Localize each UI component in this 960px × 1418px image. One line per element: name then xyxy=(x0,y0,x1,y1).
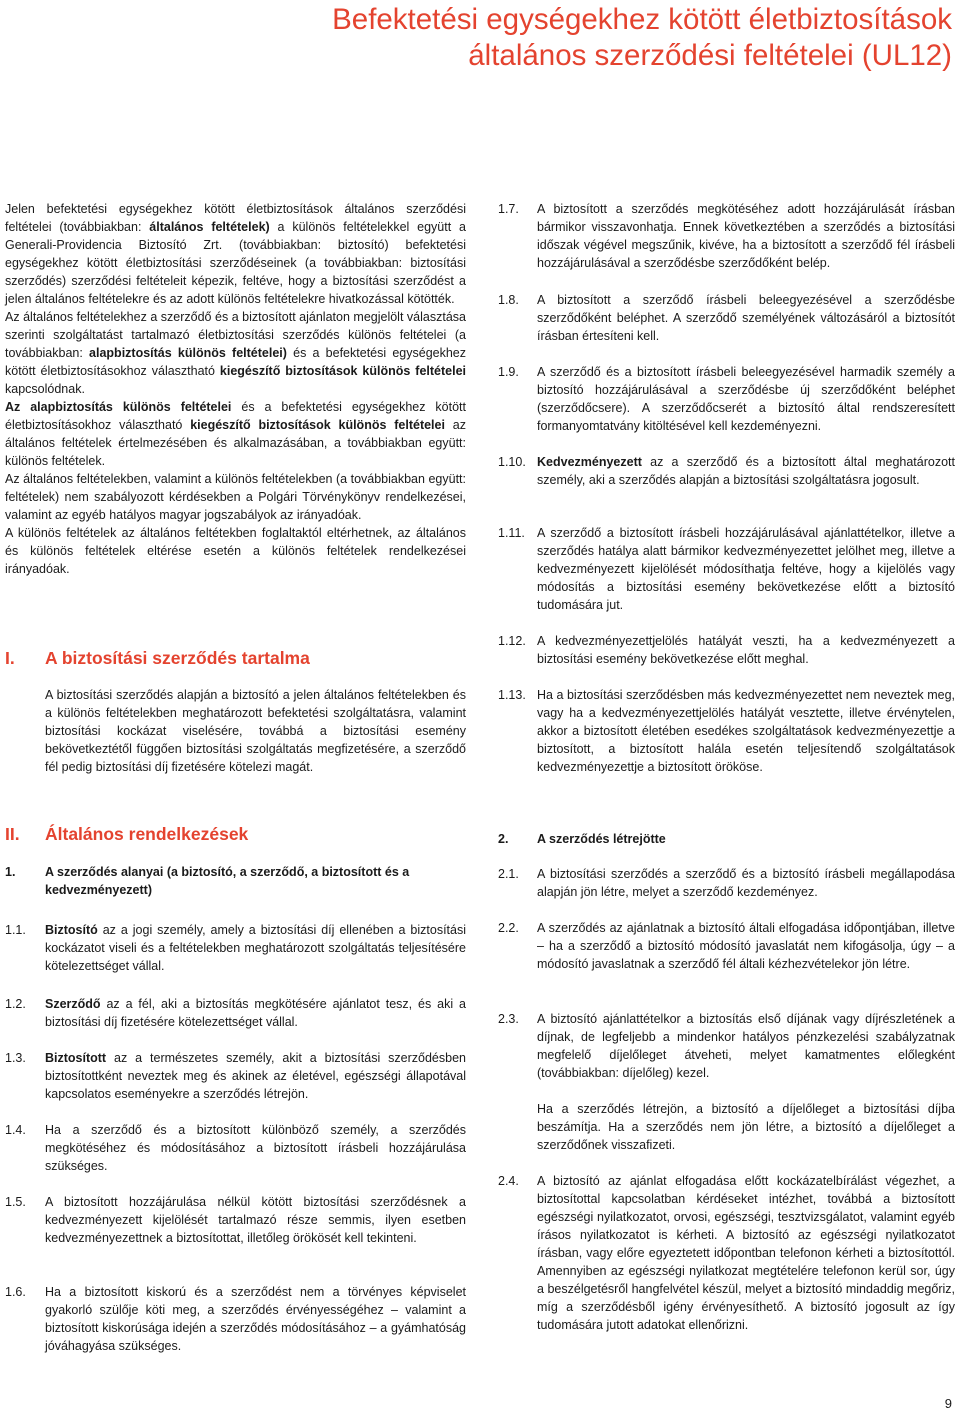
title-line-1: Befektetési egységekhez kötött életbiztosítások xyxy=(332,3,952,36)
bold-term: kiegészítő biztosítások különös feltételei xyxy=(190,418,445,432)
bold-term: alapbiztosítás különös feltételei) xyxy=(89,346,287,360)
text-run: az általános feltételek értelmezésében és alkalmazásában, a továbbiakban együtt: különös feltételek. xyxy=(5,418,466,468)
text-run: Az általános feltételekhez a szerződő és a biztosított ajánlaton megjelölt választása szerinti szolgáltatást tartalmazó életbiztosítási szerződés különös feltételei (a továbbiakban: xyxy=(5,310,466,360)
clause-number: 1.4. xyxy=(5,1123,26,1137)
intro-paragraph xyxy=(5,200,466,308)
clause-text xyxy=(45,1049,466,1103)
clause-text xyxy=(537,1172,955,1334)
text-run: A különös feltételek az általános feltétekben foglaltaktól eltérhetnek, az általános és különös feltételek eltérése esetén a különös feltételek rendelkezései irányadóak. xyxy=(5,526,466,576)
text-run: A biztosított a szerződés megkötéséhez adott hozzájárulását írásban bármikor visszavonhatja. Ennek következtében a szerződés a biztosítási időszak végével megszűnik, kivéve, ha a biztosított a szerződő fél írásbeli hozzájárulásával a szerződésbe szerződőként belép. xyxy=(537,202,955,270)
subsection-number: 2. xyxy=(498,832,509,846)
text-run: a különös feltételekkel együtt a Generali-Providencia Biztosító Zrt. (továbbiakban: biztosító) befektetési egységekhez kötött életbiztosítási szerződéseinek (a továbbiakban: biztosítási szerződés) szerződési feltételeit képezik, feltéve, hogy a biztosítási szerződést a jelen általános feltételekre és az adott különös feltételekre hivatkozással kötötték. xyxy=(5,220,467,306)
clause-number: 1.11. xyxy=(498,526,525,540)
page-number: 9 xyxy=(944,1396,952,1411)
section-title: Általános rendelkezések xyxy=(45,824,249,844)
section-2-heading xyxy=(5,823,466,845)
clause-text xyxy=(45,921,466,975)
section-1-heading xyxy=(5,647,466,669)
subsection-title: A szerződés alanyai (a biztosító, a szerződő, a biztosított és a kedvezményezett) xyxy=(45,865,410,897)
subsection-1-heading xyxy=(5,863,466,899)
clause-text xyxy=(537,524,955,614)
text-run: Ha a biztosított kiskorú és a szerződést nem a törvényes képviselet gyakorló szülője köti meg, a szerződés érvényességéhez – valamint a biztosított kiskorúsága idején a szerződés módosításához – a gyámhatóság jóváhagyása szükséges. xyxy=(45,1285,466,1353)
clause-number: 1.5. xyxy=(5,1195,26,1209)
clause-number: 1.10. xyxy=(498,455,526,469)
clause-text xyxy=(45,1283,466,1355)
bold-term: kiegészítő biztosítások különös feltételei xyxy=(219,364,466,378)
text-run: az a fél, aki a biztosítás megkötésére ajánlatot tesz, és aki a biztosítási díj fizetésére kötelezettséget vállal. xyxy=(45,997,466,1029)
bold-term: Biztosító xyxy=(45,923,98,937)
clause-number: 1.3. xyxy=(5,1051,26,1065)
text-run: A biztosítási szerződés a szerződő és a biztosító írásbeli megállapodása alapján jön létre, melyet a szerződő kezdeményez. xyxy=(537,867,955,899)
clause-number: 2.4. xyxy=(498,1174,519,1188)
section-title: A biztosítási szerződés tartalma xyxy=(45,648,310,668)
intro-paragraph xyxy=(5,470,466,524)
clause-number: 1.1. xyxy=(5,923,26,937)
clause-text xyxy=(537,291,955,345)
intro-paragraph xyxy=(5,398,466,470)
text-run: és a befektetési egységekhez kötött életbiztosításokhoz választható xyxy=(5,346,467,378)
text-run: Jelen befektetési egységekhez kötött életbiztosítások általános szerződési feltételei (továbbiakban: xyxy=(5,202,466,234)
text-run: A szerződő és a biztosított írásbeli beleegyezésével harmadik személy a biztosító hozzájárulásával a szerződésbe új szerződőként beléphet (szerződőcsere). A szerződőcserét a biztosító által rendszeresített formanyomtatvány kitöltésével kell kezdeményezni. xyxy=(537,365,955,433)
clause-text xyxy=(537,919,955,973)
bold-term: Kedvezményezett xyxy=(537,455,642,469)
clause-number: 1.8. xyxy=(498,293,519,307)
clause-number: 1.12. xyxy=(498,634,526,648)
text-run: az a szerződő és a biztosított által meghatározott személy, aki a szerződés alapján a biztosítási szolgáltatásra jogosult. xyxy=(537,455,955,487)
bold-term: Szerződő xyxy=(45,997,101,1011)
clause-number: 2.3. xyxy=(498,1012,519,1026)
text-run: Ha a szerződés létrejön, a biztosító a díjelőleget a biztosítási díjba beszámítja. Ha a szerződés nem jön létre, a biztosító a díjelőleget a szerződőnek visszafizeti. xyxy=(537,1102,955,1152)
title-line-2: általános szerződési feltételei (UL12) xyxy=(468,39,952,72)
clause-text xyxy=(537,865,955,901)
clause-number: 2.1. xyxy=(498,867,519,881)
intro-text xyxy=(5,200,466,578)
bold-term: Az alapbiztosítás különös feltételei xyxy=(5,400,232,414)
clause-number: 1.2. xyxy=(5,997,26,1011)
clause-text xyxy=(537,1010,955,1082)
bold-term: általános feltételek) xyxy=(149,220,270,234)
text-run: A biztosító ajánlattételkor a biztosítás első díjának vagy díjrészletének a díjnak, de legfeljebb a mindenkor hatályos pénzkezelési szabályzatnak megfelelő díjelőleget átveheti, melyet kamatmentes előlegként (továbbiakban: díjelőleg) kezel. xyxy=(537,1012,955,1080)
text-run: kapcsolódnak. xyxy=(5,382,85,396)
text-run: A biztosító az ajánlat elfogadása előtt kockázatelbírálást végezhet, a biztosítottal kapcsolatban kérdéseket intézhet, továbbá a biztosított egészségi nyilatkozatot, orvosi, egészségi, tesztvizsgálatot, valamint egyéb írásos nyilatkozatot is kérheti. A biztosító az egészségi nyilatkozatot írásban, vagy előre egyeztetett időpontban telefonon kérheti a biztosítottól. Amennyiben az egészségi nyilatkozat megtételére telefonon kerül sor, úgy a beszélgetésről hangfelvétel készül, melyet a biztosító mindaddig megőriz, míg a szerződésből igény érvényesíthető. A biztosító jogosult az így tudomására jutott adatokat ellenőrizni. xyxy=(537,1174,955,1332)
section-numeral: I. xyxy=(5,648,15,668)
section-1-body xyxy=(45,686,466,776)
text-run: és a befektetési egységekhez kötött életbiztosításokhoz választható xyxy=(5,400,466,432)
text-run: A szerződő a biztosított írásbeli hozzájárulásával ajánlattételkor, illetve a szerződés hatálya alatt bármikor kedvezményezettet jelölhet meg, illetve a kedvezményezett kijelölését módosíthatja feltéve, hogy a kijelölés vagy módosítás a biztosítási esemény bekövetkezése előtt a biztosító tudomására jut. xyxy=(537,526,955,612)
clause-text xyxy=(537,632,955,668)
intro-paragraph xyxy=(5,524,466,578)
clause-number: 1.7. xyxy=(498,202,519,216)
subsection-2-heading xyxy=(498,830,955,848)
text-run: Az általános feltételekben, valamint a különös feltételekben (a továbbiakban együtt: feltételek) nem szabályozott kérdésekben a Polgári Törvénykönyv rendelkezései, valamint az egyéb hatályos magyar jogszabályok az irányadóak. xyxy=(5,472,466,522)
clause-number: 1.6. xyxy=(5,1285,26,1299)
subsection-title: A szerződés létrejötte xyxy=(537,832,666,846)
subsection-number: 1. xyxy=(5,865,16,879)
clause-number: 1.13. xyxy=(498,688,526,702)
text-run: Ha a szerződő és a biztosított különböző személy, a szerződés megkötéséhez és módosításához a biztosított írásbeli hozzájárulása szükséges. xyxy=(45,1123,466,1173)
clause-text xyxy=(537,363,955,435)
text-run: A biztosítási szerződés alapján a biztosító a jelen általános feltételekben és a különös feltételekben meghatározott befektetési szolgáltatásra, valamint biztosítási kockázat viselésére, továbbá a biztosítási esemény bekövetkeztétől függően biztosítási szolgáltatás megfizetésére, a szerződő fél pedig biztosítási díj fizetésére kötelezi magát. xyxy=(45,688,466,774)
text-run: A biztosított hozzájárulása nélkül kötött biztosítási szerződésnek a kedvezményezett kijelölését tartalmazó része semmis, ilyen esetben kedvezményezettnek a biztosítottat, illetőleg örökösét kell tekinteni. xyxy=(45,1195,466,1245)
text-run: A biztosított a szerződő írásbeli beleegyezésével a szerződésbe szerződőként beléphet. A szerződő személyének változásáról a biztosítót írásban értesíteni kell. xyxy=(537,293,955,343)
text-run: A kedvezményezettjelölés hatályát veszti, ha a kedvezményezett a biztosítási esemény bekövetkezése előtt meghal. xyxy=(537,634,955,666)
bold-term: Biztosított xyxy=(45,1051,107,1065)
clause-number: 1.9. xyxy=(498,365,519,379)
text-run: az a jogi személy, amely a biztosítási díj ellenében a biztosítási kockázatot viseli és a feltételekben meghatározott szolgáltatás teljesítésére kötelezettséget vállal. xyxy=(45,923,466,973)
clause-text xyxy=(537,686,955,776)
intro-paragraph xyxy=(5,308,466,398)
clause-text xyxy=(537,200,955,272)
clause-text xyxy=(45,995,466,1031)
text-run: az a természetes személy, akit a biztosítási szerződésben biztosítottként neveztek meg és akinek az életével, egészségi állapotával kapcsolatos eseményekre a szerződés létrejön. xyxy=(45,1051,466,1101)
document-title xyxy=(332,2,952,74)
clause-text xyxy=(45,1193,466,1247)
clause-text xyxy=(537,1100,955,1154)
section-1-paragraph xyxy=(45,686,466,776)
clause-text xyxy=(45,1121,466,1175)
clause-text xyxy=(537,453,955,489)
clause-number: 2.2. xyxy=(498,921,519,935)
section-numeral: II. xyxy=(5,824,20,844)
text-run: Ha a biztosítási szerződésben más kedvezményezettet nem neveztek meg, vagy ha a kedvezményezettjelölés hatályát vesztette, illetve érvénytelen, akkor a biztosított életében esedékes szolgáltatások kedvezményezettje a biztosított, a biztosított halála esetén teljesítendő szolgáltatások kedvezményezettje a biztosított örököse. xyxy=(537,688,955,774)
text-run: A szerződés az ajánlatnak a biztosító általi elfogadása időpontjában, illetve – ha a szerződő a biztosító módosító javaslatát nem kifogásolja, úgy – a módosító javaslatnak a szerződő fél általi kézhezvételekor jön létre. xyxy=(537,921,955,971)
